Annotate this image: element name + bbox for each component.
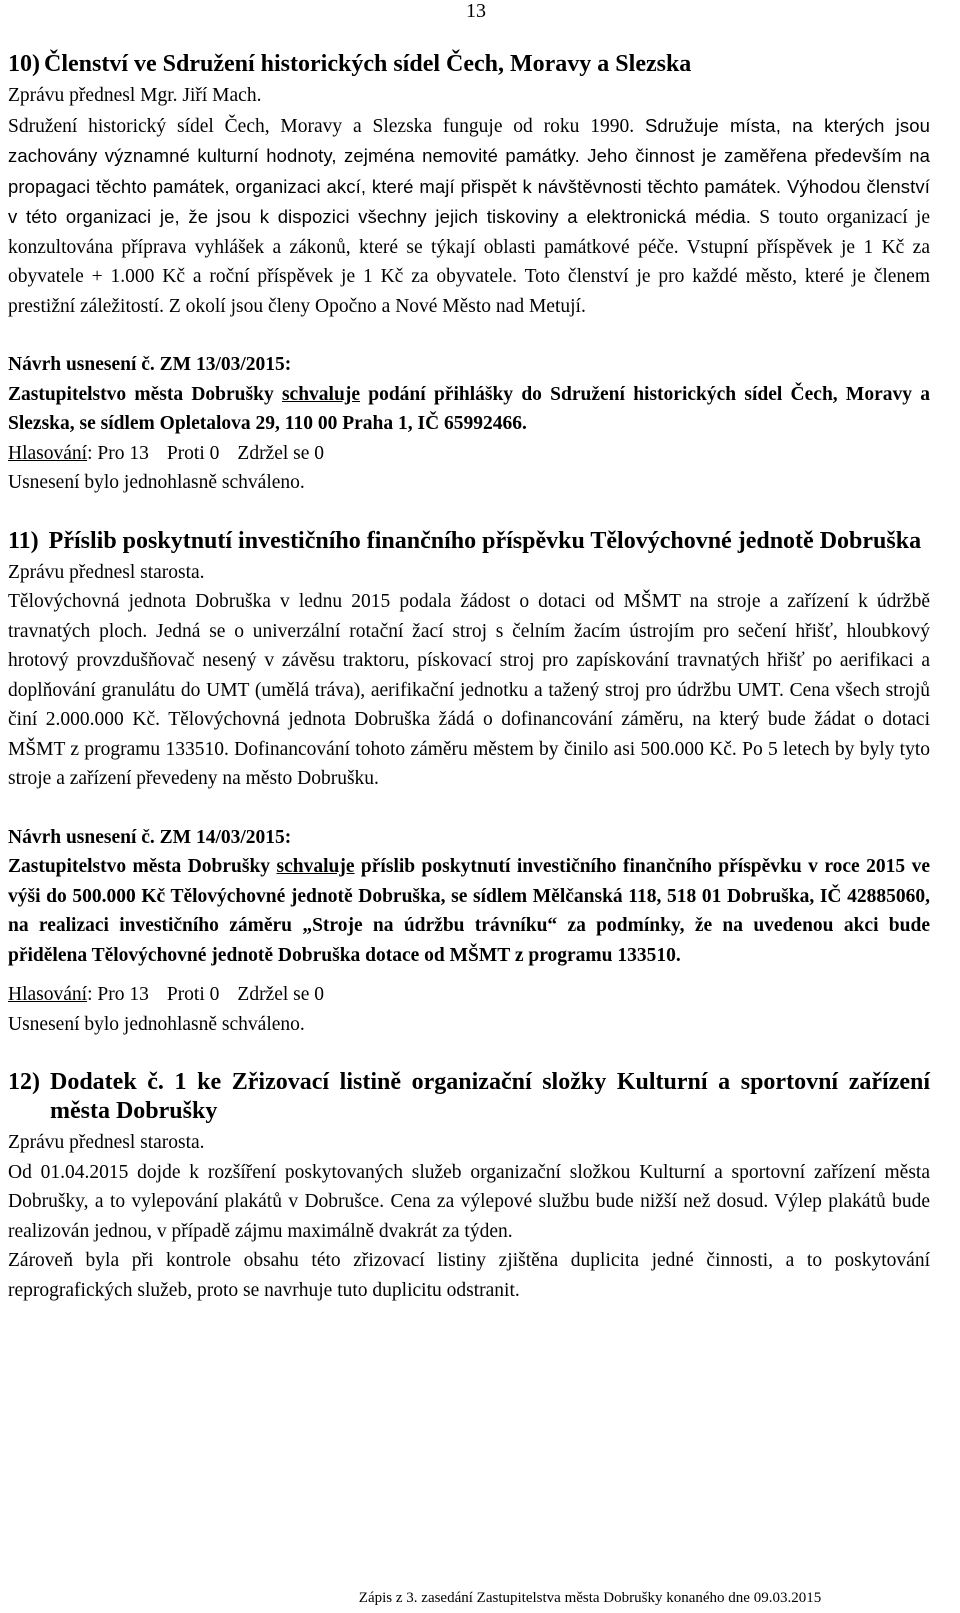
section-body: Od 01.04.2015 dojde k rozšíření poskytovaných služeb organizační složkou Kulturní a sportovní zařízení města Dobrušky, a to vylepování plakátů v Dobrušce. Cena za výlepové službu bude nižší než dosud. Výlep plakátů bude realizován jednou, v případě zájmu maximálně dvakrát za týden.: [8, 1161, 930, 1242]
vote-result: Usnesení bylo jednohlasně schváleno.: [8, 1013, 305, 1035]
body-text: Sdružuje místa, na kterých jsou zachovány významné kulturní hodnoty, zejména nemovité památky. Jeho činnost je zaměřena především na propagaci těchto památek, organizaci akcí, které mají přispět k návštěvnosti těchto památek. Výhodou členství v této organizaci je, že jsou k dispozici všechny jejich tiskoviny a elektronická média.: [8, 114, 930, 227]
resolution-verb: schvaluje: [276, 856, 355, 877]
page-footer: [0, 1590, 960, 1607]
presenter-line: Zprávu přednesl starosta.: [8, 561, 205, 583]
section-heading: [8, 50, 930, 79]
resolution-verb: schvaluje: [281, 383, 360, 405]
vote-line: Hlasování: Pro 13 Proti 0 Zdržel se 0: [8, 984, 325, 1005]
footer-text: Zápis z 3. zasedání Zastupitelstva města Dobrušky konaného dne 09.03.2015: [358, 1590, 822, 1606]
vote-against: Proti 0: [166, 984, 220, 1005]
resolution-text-post: příslib poskytnutí investičního finančního příspěvku v roce 2015 ve výši do 500.000 Kč Tělovýchovné jednotě Dobruška, se sídlem Mělčanská 118, 518 01 Dobruška, IČ 42885060, na realizaci investičního záměru „Stroje na údržbu trávníku“ za podmínky, že na uvedenou akci bude přidělena Tělovýchovné jednotě Dobruška dotace od MŠMT z programu 133510.: [8, 856, 930, 966]
section-number: 10): [8, 51, 40, 77]
vote-abstain: Zdržel se 0: [237, 442, 325, 464]
section-body: Tělovýchovná jednota Dobruška v lednu 2015 podala žádost o dotaci od MŠMT na stroje a zařízení k údržbě travnatých ploch. Jedná se o univerzální rotační žací stroj s čelním žacím ústrojím pro sečení hřišť, hloubkový hrotový provzdušňovač nesený v závěsu traktoru, pískovací stroj pro zapískování travnatých hřišť po aerifikaci a doplňování granulátu do UMT (umělá tráva), aerifikační jednotku a tažený stroj pro údržbu UMT. Cena všech strojů činí 2.000.000 Kč. Tělovýchovná jednota Dobruška žádá o dofinancování záměru, na který bude žádat o dotaci MŠMT z programu 133510. Dofinancování tohoto záměru městem by činilo asi 500.000 Kč. Po 5 letech by byly tyto stroje a zařízení převedeny na město Dobrušku.: [8, 591, 930, 789]
vote-label: Hlasování: [8, 442, 88, 464]
vote-result: Usnesení bylo jednohlasně schváleno.: [8, 472, 305, 493]
resolution-text-pre: Zastupitelstvo města Dobrušky: [8, 383, 282, 405]
section-title: Členství ve Sdružení historických sídel Čech, Moravy a Slezska: [44, 51, 692, 77]
section-body: [8, 111, 930, 322]
page-number: 13: [466, 0, 486, 22]
resolution-text-pre: Zastupitelstvo města Dobrušky: [8, 856, 277, 877]
section-number: 11): [8, 527, 39, 554]
proposal-label: Návrh usnesení č. ZM 13/03/2015:: [8, 354, 292, 375]
vote-for: Pro 13: [97, 984, 149, 1005]
body-text: Sdružení historický sídel Čech, Moravy a Slezska funguje od roku 1990.: [8, 115, 635, 137]
resolution-text: [8, 852, 930, 970]
presenter-line: Zprávu přednesl starosta.: [8, 1132, 205, 1153]
document-body: [8, 50, 930, 1305]
vote-label: Hlasování: [8, 984, 88, 1005]
vote-line: Hlasování: Pro 13 Proti 0 Zdržel se 0: [8, 442, 325, 464]
vote-against: Proti 0: [166, 442, 220, 464]
resolution-text-post: podání přihlášky do Sdružení historických sídel Čech, Moravy a Slezska, se sídlem Opletalova 29, 110 00 Praha 1, IČ 65992466.: [8, 383, 930, 434]
section-title: Příslib poskytnutí investičního finančního příspěvku Tělovýchovné jednotě Dobruška: [48, 527, 922, 554]
section-number: 12): [8, 1069, 40, 1095]
resolution-text: [8, 380, 930, 439]
proposal-label: Návrh usnesení č. ZM 14/03/2015:: [8, 826, 292, 848]
section-body: Zároveň byla při kontrole obsahu této zřizovací listiny zjištěna duplicita jedné činnosti, a to poskytování reprografických služeb, proto se navrhuje tuto duplicitu odstranit.: [8, 1250, 930, 1301]
body-text: S touto organizací je konzultována příprava vyhlášek a zákonů, které se týkají oblasti památkové péče. Vstupní příspěvek je 1 Kč za obyvatele + 1.000 Kč a roční příspěvek je 1 Kč za obyvatele. Toto členství je pro každé město, které je členem prestižní záležitostí. Z okolí jsou členy Opočno a Nové Město nad Metují.: [8, 207, 930, 317]
vote-abstain: Zdržel se 0: [237, 984, 325, 1005]
vote-for: Pro 13: [97, 442, 149, 464]
section-heading: [8, 1068, 930, 1126]
section-heading: [8, 527, 930, 556]
presenter-line: Zprávu přednesl Mgr. Jiří Mach.: [8, 85, 262, 106]
section-title: Dodatek č. 1 ke Zřizovací listině organizační složky Kulturní a sportovní zařízení města Dobrušky: [50, 1069, 930, 1124]
